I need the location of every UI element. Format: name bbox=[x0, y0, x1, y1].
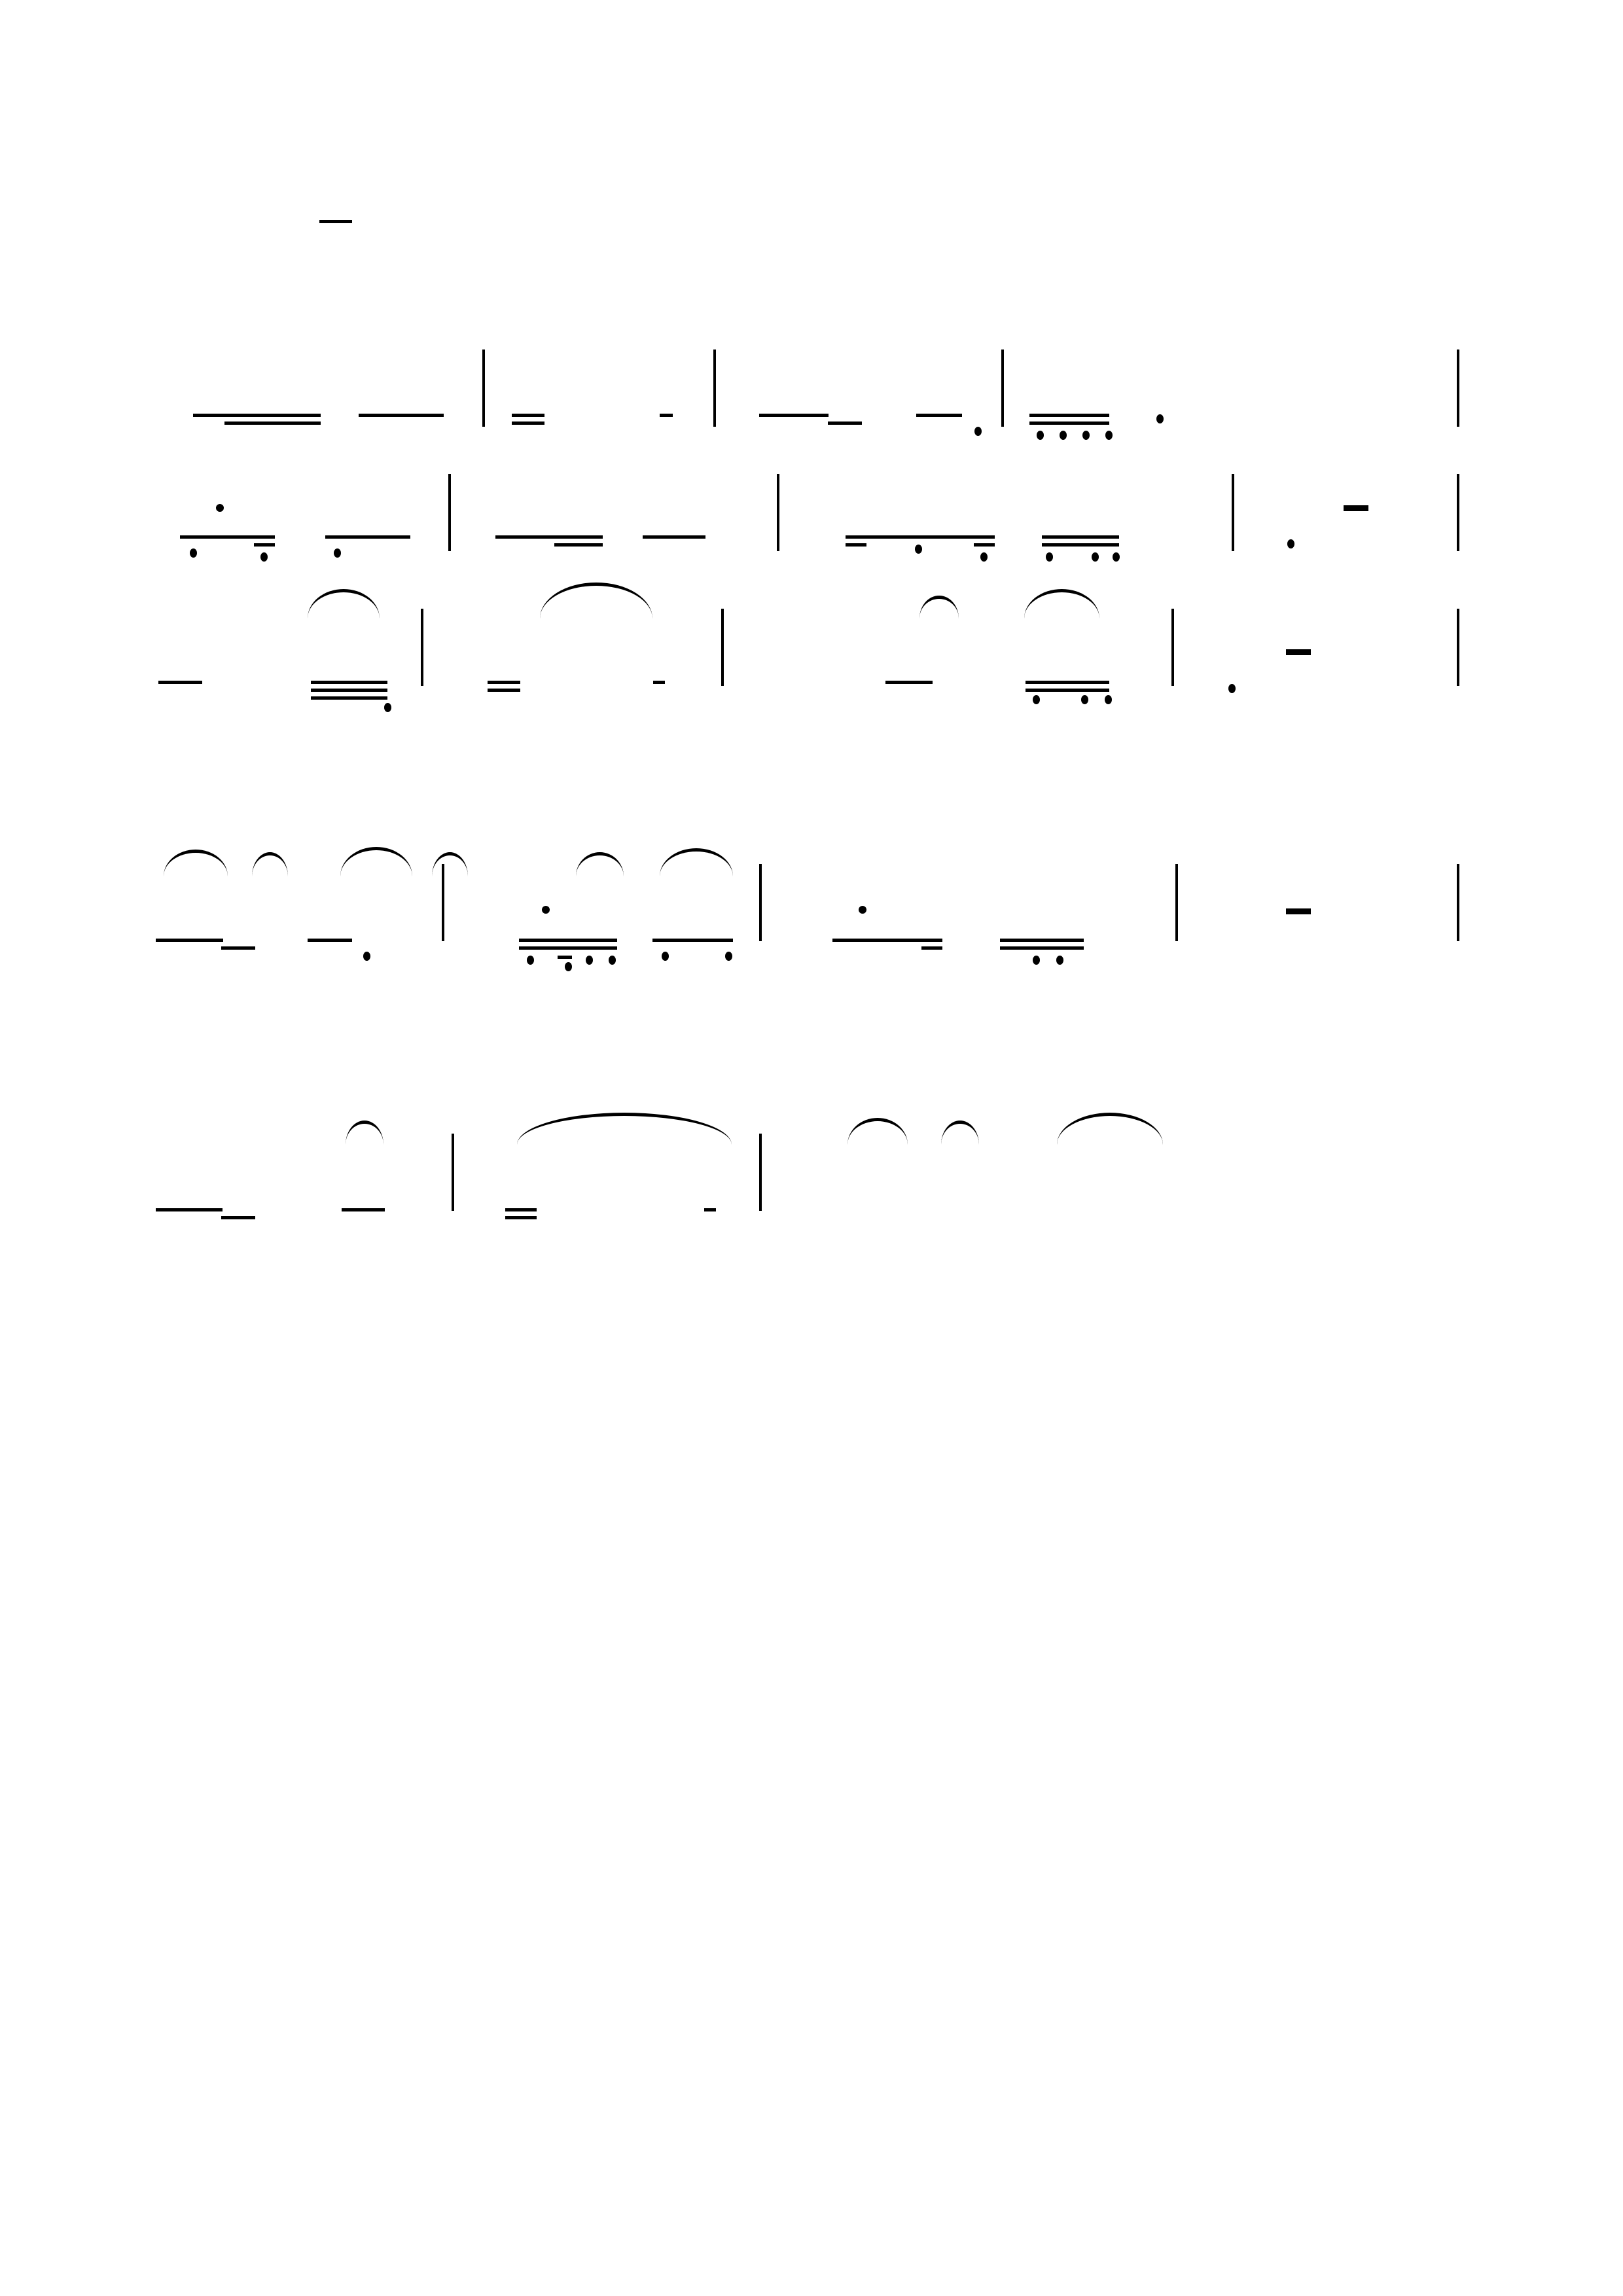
underline bbox=[554, 543, 603, 547]
underline bbox=[1026, 689, 1109, 692]
score-row-phrase-3 bbox=[151, 1093, 1472, 1342]
underline bbox=[311, 681, 387, 684]
low-octave-dot bbox=[1105, 431, 1113, 440]
low-octave-dot bbox=[980, 552, 988, 562]
barline bbox=[759, 864, 762, 941]
barline bbox=[1232, 474, 1234, 551]
slur bbox=[847, 1118, 908, 1145]
low-octave-dot bbox=[1092, 552, 1099, 562]
barline bbox=[1457, 609, 1459, 686]
low-octave-dot bbox=[586, 956, 593, 965]
underline bbox=[255, 422, 321, 425]
underline bbox=[558, 956, 572, 959]
augmentation-dot bbox=[859, 906, 866, 914]
underline bbox=[519, 946, 617, 950]
low-octave-dot bbox=[725, 952, 732, 961]
underline bbox=[311, 696, 387, 700]
underline bbox=[505, 1216, 537, 1219]
low-octave-dot bbox=[1033, 695, 1040, 704]
score-row-intro-2 bbox=[151, 471, 1472, 556]
barline bbox=[1457, 474, 1459, 551]
slur bbox=[540, 583, 652, 619]
underline bbox=[832, 939, 942, 942]
score-row-phrase-2-notes bbox=[151, 831, 1472, 1067]
underline bbox=[180, 535, 275, 539]
slur bbox=[1024, 589, 1099, 619]
underline bbox=[311, 689, 387, 692]
low-octave-dot bbox=[384, 703, 391, 712]
low-octave-dot bbox=[334, 548, 341, 558]
barline bbox=[442, 864, 444, 941]
underline bbox=[221, 1216, 255, 1219]
time-sig-bottom bbox=[319, 220, 352, 223]
barline bbox=[1457, 350, 1459, 427]
barline bbox=[448, 474, 451, 551]
underline bbox=[342, 1208, 385, 1211]
low-octave-dot bbox=[1156, 414, 1164, 423]
underline bbox=[660, 414, 673, 417]
underline bbox=[885, 681, 933, 684]
slur bbox=[941, 1121, 979, 1145]
underline bbox=[325, 535, 410, 539]
underline bbox=[488, 689, 520, 692]
low-octave-dot bbox=[974, 427, 982, 436]
underline bbox=[916, 414, 962, 417]
low-octave-dot bbox=[1287, 539, 1294, 548]
low-octave-dot bbox=[1060, 431, 1067, 440]
underline bbox=[488, 681, 520, 684]
underline bbox=[495, 535, 603, 539]
underline bbox=[1042, 543, 1119, 547]
underline bbox=[254, 543, 275, 547]
underline bbox=[652, 939, 733, 942]
low-octave-dot bbox=[1046, 552, 1053, 562]
augmentation-dot bbox=[542, 906, 550, 914]
underline bbox=[156, 939, 223, 942]
barline bbox=[1001, 350, 1004, 427]
low-octave-dot bbox=[1105, 695, 1112, 704]
underline bbox=[308, 939, 352, 942]
low-octave-dot bbox=[915, 545, 922, 554]
underline bbox=[224, 422, 257, 425]
barline bbox=[1171, 609, 1174, 686]
underline bbox=[1000, 939, 1084, 942]
low-octave-dot bbox=[1056, 956, 1063, 965]
barline bbox=[1175, 864, 1178, 941]
underline bbox=[704, 1208, 716, 1211]
slur bbox=[432, 852, 468, 876]
underline bbox=[846, 543, 866, 547]
slur bbox=[919, 596, 959, 619]
underline bbox=[1029, 414, 1109, 417]
slur bbox=[1057, 1113, 1163, 1145]
barline bbox=[777, 474, 779, 551]
underline bbox=[653, 681, 665, 684]
low-octave-dot bbox=[565, 962, 572, 971]
low-octave-dot bbox=[1081, 695, 1088, 704]
low-octave-dot bbox=[363, 952, 370, 961]
score-row-intro-1 bbox=[151, 353, 1472, 439]
slur bbox=[346, 1121, 383, 1145]
underline bbox=[974, 543, 995, 547]
underline bbox=[359, 414, 444, 417]
underline bbox=[1029, 422, 1109, 425]
low-octave-dot bbox=[527, 956, 534, 965]
underline bbox=[156, 1208, 223, 1211]
barline bbox=[452, 1134, 454, 1211]
barline bbox=[721, 609, 724, 686]
slur bbox=[164, 850, 228, 876]
slur bbox=[660, 848, 733, 876]
slur bbox=[340, 847, 412, 876]
underline bbox=[512, 422, 544, 425]
underline bbox=[221, 946, 255, 950]
time-signature bbox=[319, 220, 352, 223]
barline bbox=[421, 609, 423, 686]
underline bbox=[193, 414, 321, 417]
underline bbox=[519, 939, 617, 942]
barline bbox=[713, 350, 716, 427]
underline bbox=[505, 1208, 537, 1211]
low-octave-dot bbox=[609, 956, 616, 965]
low-octave-dot bbox=[1228, 684, 1236, 693]
score-row-phrase-1 bbox=[151, 576, 1472, 798]
underline bbox=[1042, 535, 1119, 539]
low-octave-dot bbox=[1082, 431, 1090, 440]
underline bbox=[828, 422, 862, 425]
low-octave-dot bbox=[260, 552, 268, 562]
augmentation-dot bbox=[216, 504, 224, 512]
low-octave-dot bbox=[1113, 552, 1120, 562]
underline bbox=[846, 535, 995, 539]
slur bbox=[576, 852, 624, 876]
underline bbox=[759, 414, 829, 417]
sustain-dash bbox=[1344, 505, 1368, 511]
slur bbox=[517, 1113, 732, 1145]
barline bbox=[1457, 864, 1459, 941]
sustain-dash bbox=[1286, 649, 1311, 655]
underline bbox=[158, 681, 202, 684]
low-octave-dot bbox=[662, 952, 669, 961]
barline bbox=[482, 350, 485, 427]
underline bbox=[512, 414, 544, 417]
sustain-dash bbox=[1286, 908, 1311, 914]
underline bbox=[1026, 681, 1109, 684]
barline bbox=[759, 1134, 762, 1211]
slur bbox=[252, 852, 288, 876]
underline bbox=[1000, 946, 1084, 950]
underline bbox=[921, 946, 942, 950]
low-octave-dot bbox=[190, 548, 197, 558]
underline bbox=[643, 535, 705, 539]
low-octave-dot bbox=[1033, 956, 1040, 965]
slur bbox=[308, 589, 380, 619]
low-octave-dot bbox=[1037, 431, 1044, 440]
